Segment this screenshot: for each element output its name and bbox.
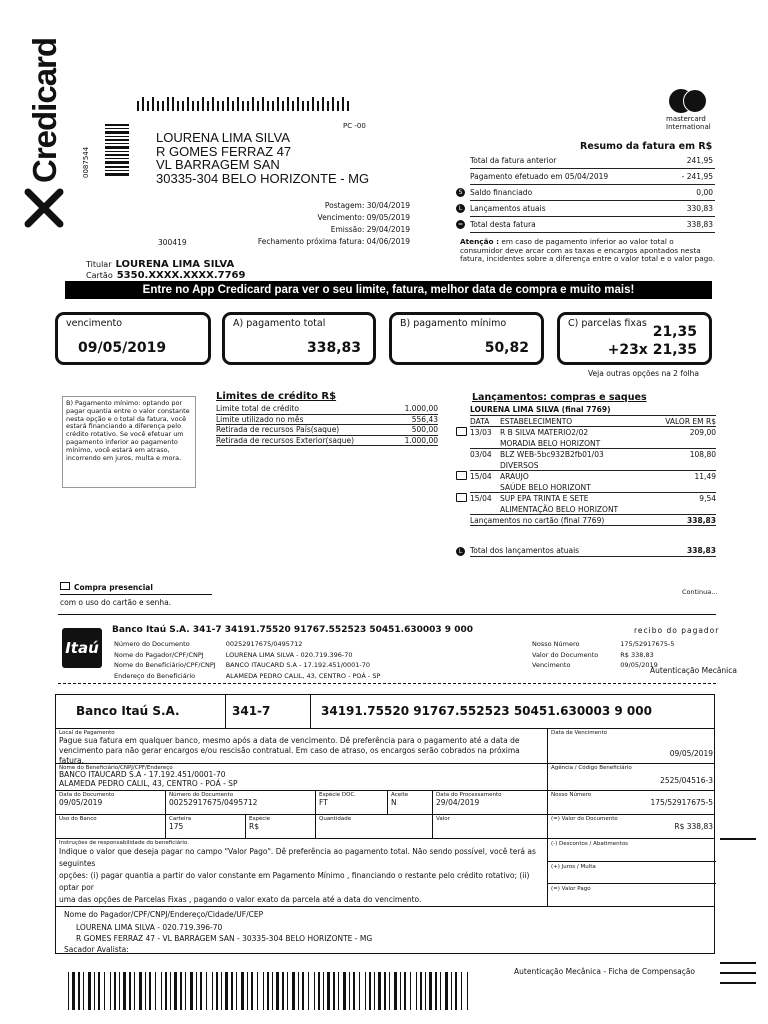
marker-icon: =: [457, 221, 464, 228]
mailing-address: [156, 131, 369, 185]
app-banner: Entre no App Credicard para ver o seu limite, fatura, melhor data de compra e muito mais!: [65, 281, 712, 299]
table-row-sub: ALIMENTAÇÃO BELO HORIZONT: [470, 504, 716, 515]
due-date-box: vencimento 09/05/2019: [55, 312, 211, 365]
table-row: 15/04 SUP EPA TRINTA E SETE 9,54: [470, 493, 716, 504]
total-transactions: L Total dos lançamentos atuais 338,83: [470, 546, 716, 557]
divider: [58, 614, 716, 615]
slip-header: Banco Itaú S.A. 341-7 34191.75520 91767.552523 50451.630003 9 000: [56, 695, 714, 729]
installments-box: C) parcelas fixas 21,35 +23x 21,35: [557, 312, 712, 365]
limit-row: Retirada de recursos País(saque) 500,00: [216, 425, 438, 434]
side-code: 0087544: [82, 146, 90, 178]
ficha-compensacao-label: Autenticação Mecânica - Ficha de Compensação: [514, 967, 696, 976]
address-line: VL BARRAGEM SAN: [156, 157, 280, 172]
table-row: 03/04 BLZ WEB-5bc932B2fb01/03 108,80: [470, 450, 716, 459]
itau-logo: Itaú: [62, 628, 102, 668]
recibo-bank-line: Banco Itaú S.A. 341-7 34191.75520 91767.552523 50451.630003 9 000: [112, 625, 473, 635]
resumo-row: Total da fatura anterior 241,95: [470, 153, 715, 169]
titular-info: Titular LOURENA LIMA SILVA Cartão 5350.XXXX.XXXX.7769: [86, 259, 246, 281]
compra-presencial: Compra presencial: [60, 582, 212, 595]
table-row-sub: MORADIA BELO HORIZONT: [470, 438, 716, 449]
card-icon: [456, 427, 467, 436]
recibo-values: Nosso Número 175/52917675-5 Valor do Documento R$ 338,83 Vencimento 09/05/2019: [532, 640, 675, 669]
pc-code: PC -00: [343, 122, 366, 130]
marker-icon: L: [456, 204, 465, 213]
mastercard-logo: [666, 89, 722, 131]
card-icon: [60, 582, 70, 590]
recibo-details: Número do Documento 00252917675/0495712 Nome do Pagador/CPF/CNPJ LOURENA LIMA SILVA - 020.719.396-70 Nome do Beneficiário/CPF/CNPJ BANCO ITAUCARD S.A - 17.192.451/0001-70 Endereço do Beneficiário ALAMEDA PEDRO CALIL, 43, CENTRO - POÁ - SP: [114, 640, 381, 680]
minimum-payment-note: B) Pagamento mínimo: optando por pagar quantia entre o valor constante nesta opção e o total da fatura, você estará financiando a diferença pelo crédito rotativo. Se você efetuar um pagamento inferior ao pagamento mínimo, você estará em atraso, incorrendo em juros, multa e mora.: [62, 396, 196, 488]
limit-row: Retirada de recursos Exterior(saque) 1.000,00: [216, 435, 438, 445]
mastercard-international: International: [666, 123, 711, 131]
resumo-row: L Lançamentos atuais 330,83: [470, 201, 715, 217]
table-row: 13/03 R B SILVA MATERIO2/02 209,00: [470, 427, 716, 438]
table-row-sub: DIVERSOS: [470, 460, 716, 471]
payment-slip: Banco Itaú S.A. 341-7 34191.75520 91767.552523 50451.630003 9 000 Local de Pagamento Pague sua fatura em qualquer banco, mesmo após a data de vencimento. Dê preferência para o pagamento até a data de vencimento para não gerar encargos e/ou rescisão contratual. Em caso de atraso, os encargos serão cobrados na próxima fatura. Data de Vencimento 09/05/2019 Nome do Beneficiário/CNPJ/CPF/Endereço BANCO ITAUCARD S.A - 17.192.451/0001-70 ALAMEDA PEDRO CALIL, 43, CENTRO - POÁ - SP Agência / Código Beneficiário 2525/04516-3 Data do Documento 09/05/2019 Número do Documento 00252917675/0495712 Espécie DOC. FT Aceite N Data do Processamento 29/04/2019 Nosso Número 175/52917675-5 Uso do Banco Carteira 175 Espécie R$ Quantidade Valor (=) Valor do Documento R$ 338,83 Instruções de responsabilidade do beneficiário. Indique o valor que deseja pagar no campo "Valor Pago". Dê preferência ao pagamento total. Não sendo possível, você terá as seguintes opções: (i) pagar quantia a partir do valor constante em Pagamento Mínimo , financiando o restante pelo crédito rotativo; (ii) optar por uma das opções de Parcelas Fixas , pagando o valor exato da parcela até a data do vencimento. (-) Descontos / Abatimentos (+) Juros / Multa (=) Valor Pago Nome do Pagador/CPF/CNPJ/Endereço/Cidade/UF/CEP LOURENA LIMA SILVA - 020.719.396-70 R GOMES FERRAZ 47 - VL BARRAGEM SAN - 30335-304 BELO HORIZONTE - MG Sacador Avalista:: [55, 694, 715, 954]
limit-row: Limite total de crédito 1.000,00: [216, 404, 438, 413]
table-row: 15/04 ARAUJO 11,49: [470, 471, 716, 482]
resumo-row: S Saldo financiado 0,00: [470, 185, 715, 201]
minimum-payment-box: B) pagamento mínimo 50,82: [389, 312, 544, 365]
address-line: LOURENA LIMA SILVA: [156, 130, 290, 145]
resumo-title: Resumo da fatura em R$: [580, 141, 713, 152]
subtotal-row: Lançamentos no cartão (final 7769) 338,83: [470, 516, 716, 525]
installments-note: Veja outras opções na 2 folha: [588, 369, 699, 378]
credicard-symbol-icon: [24, 188, 64, 228]
autenticacao-mecanica: Autenticação Mecânica: [650, 666, 737, 675]
total-payment-box: A) pagamento total 338,83: [222, 312, 376, 365]
resumo-row: Pagamento efetuado em 05/04/2019 - 241,95: [470, 169, 715, 185]
table-header: DATA ESTABELECIMENTO VALOR EM R$: [470, 417, 716, 426]
card-icon: [456, 471, 467, 480]
atencao-note: Atenção : em caso de pagamento inferior ao valor total o consumidor deve arcar com as taxas e encargos apontados nesta fatura, incidentes sobre a diferença entre o valor total e o valor pago.: [460, 237, 715, 263]
address-line: 30335-304 BELO HORIZONTE - MG: [156, 170, 370, 186]
brand-name: Credicard: [26, 37, 63, 183]
compra-sub: com o uso do cartão e senha.: [60, 598, 172, 607]
transactions-title: Lançamentos: compras e saques: [472, 392, 647, 403]
side-barcode: [105, 124, 129, 178]
resumo-table: [457, 153, 715, 233]
address-line: R GOMES FERRAZ 47: [156, 143, 292, 159]
limit-row: Limite utilizado no mês 556,43: [216, 414, 438, 424]
statement-dates: Postagem: 30/04/2019 Vencimento: 09/05/2019 Emissão: 29/04/2019 Fechamento próxima fatura: 04/06/2019: [257, 201, 410, 246]
card-holder-line: LOURENA LIMA SILVA (final 7769): [470, 405, 716, 416]
table-row-sub: SAÚDE BELO HORIZONT: [470, 482, 716, 493]
limits-table: [216, 404, 438, 446]
credicard-logo: [22, 28, 62, 208]
cut-line: [58, 683, 716, 684]
postal-barcode: [137, 97, 349, 111]
resumo-row-total: = Total desta fatura 338,83: [470, 217, 715, 233]
transactions-table: [470, 405, 716, 526]
marker-icon: L: [456, 547, 465, 556]
statement-code: 300419: [158, 238, 187, 247]
limits-title: Limites de crédito R$: [216, 391, 337, 402]
mastercard-text: mastercard: [666, 115, 706, 123]
mastercard-circles-icon: [669, 89, 707, 115]
recibo-title: recibo do pagador: [634, 626, 720, 635]
continua-text: Continua...: [682, 588, 718, 596]
card-icon: [456, 493, 467, 502]
marker-icon: S: [456, 188, 465, 197]
payment-barcode: [68, 972, 470, 1010]
